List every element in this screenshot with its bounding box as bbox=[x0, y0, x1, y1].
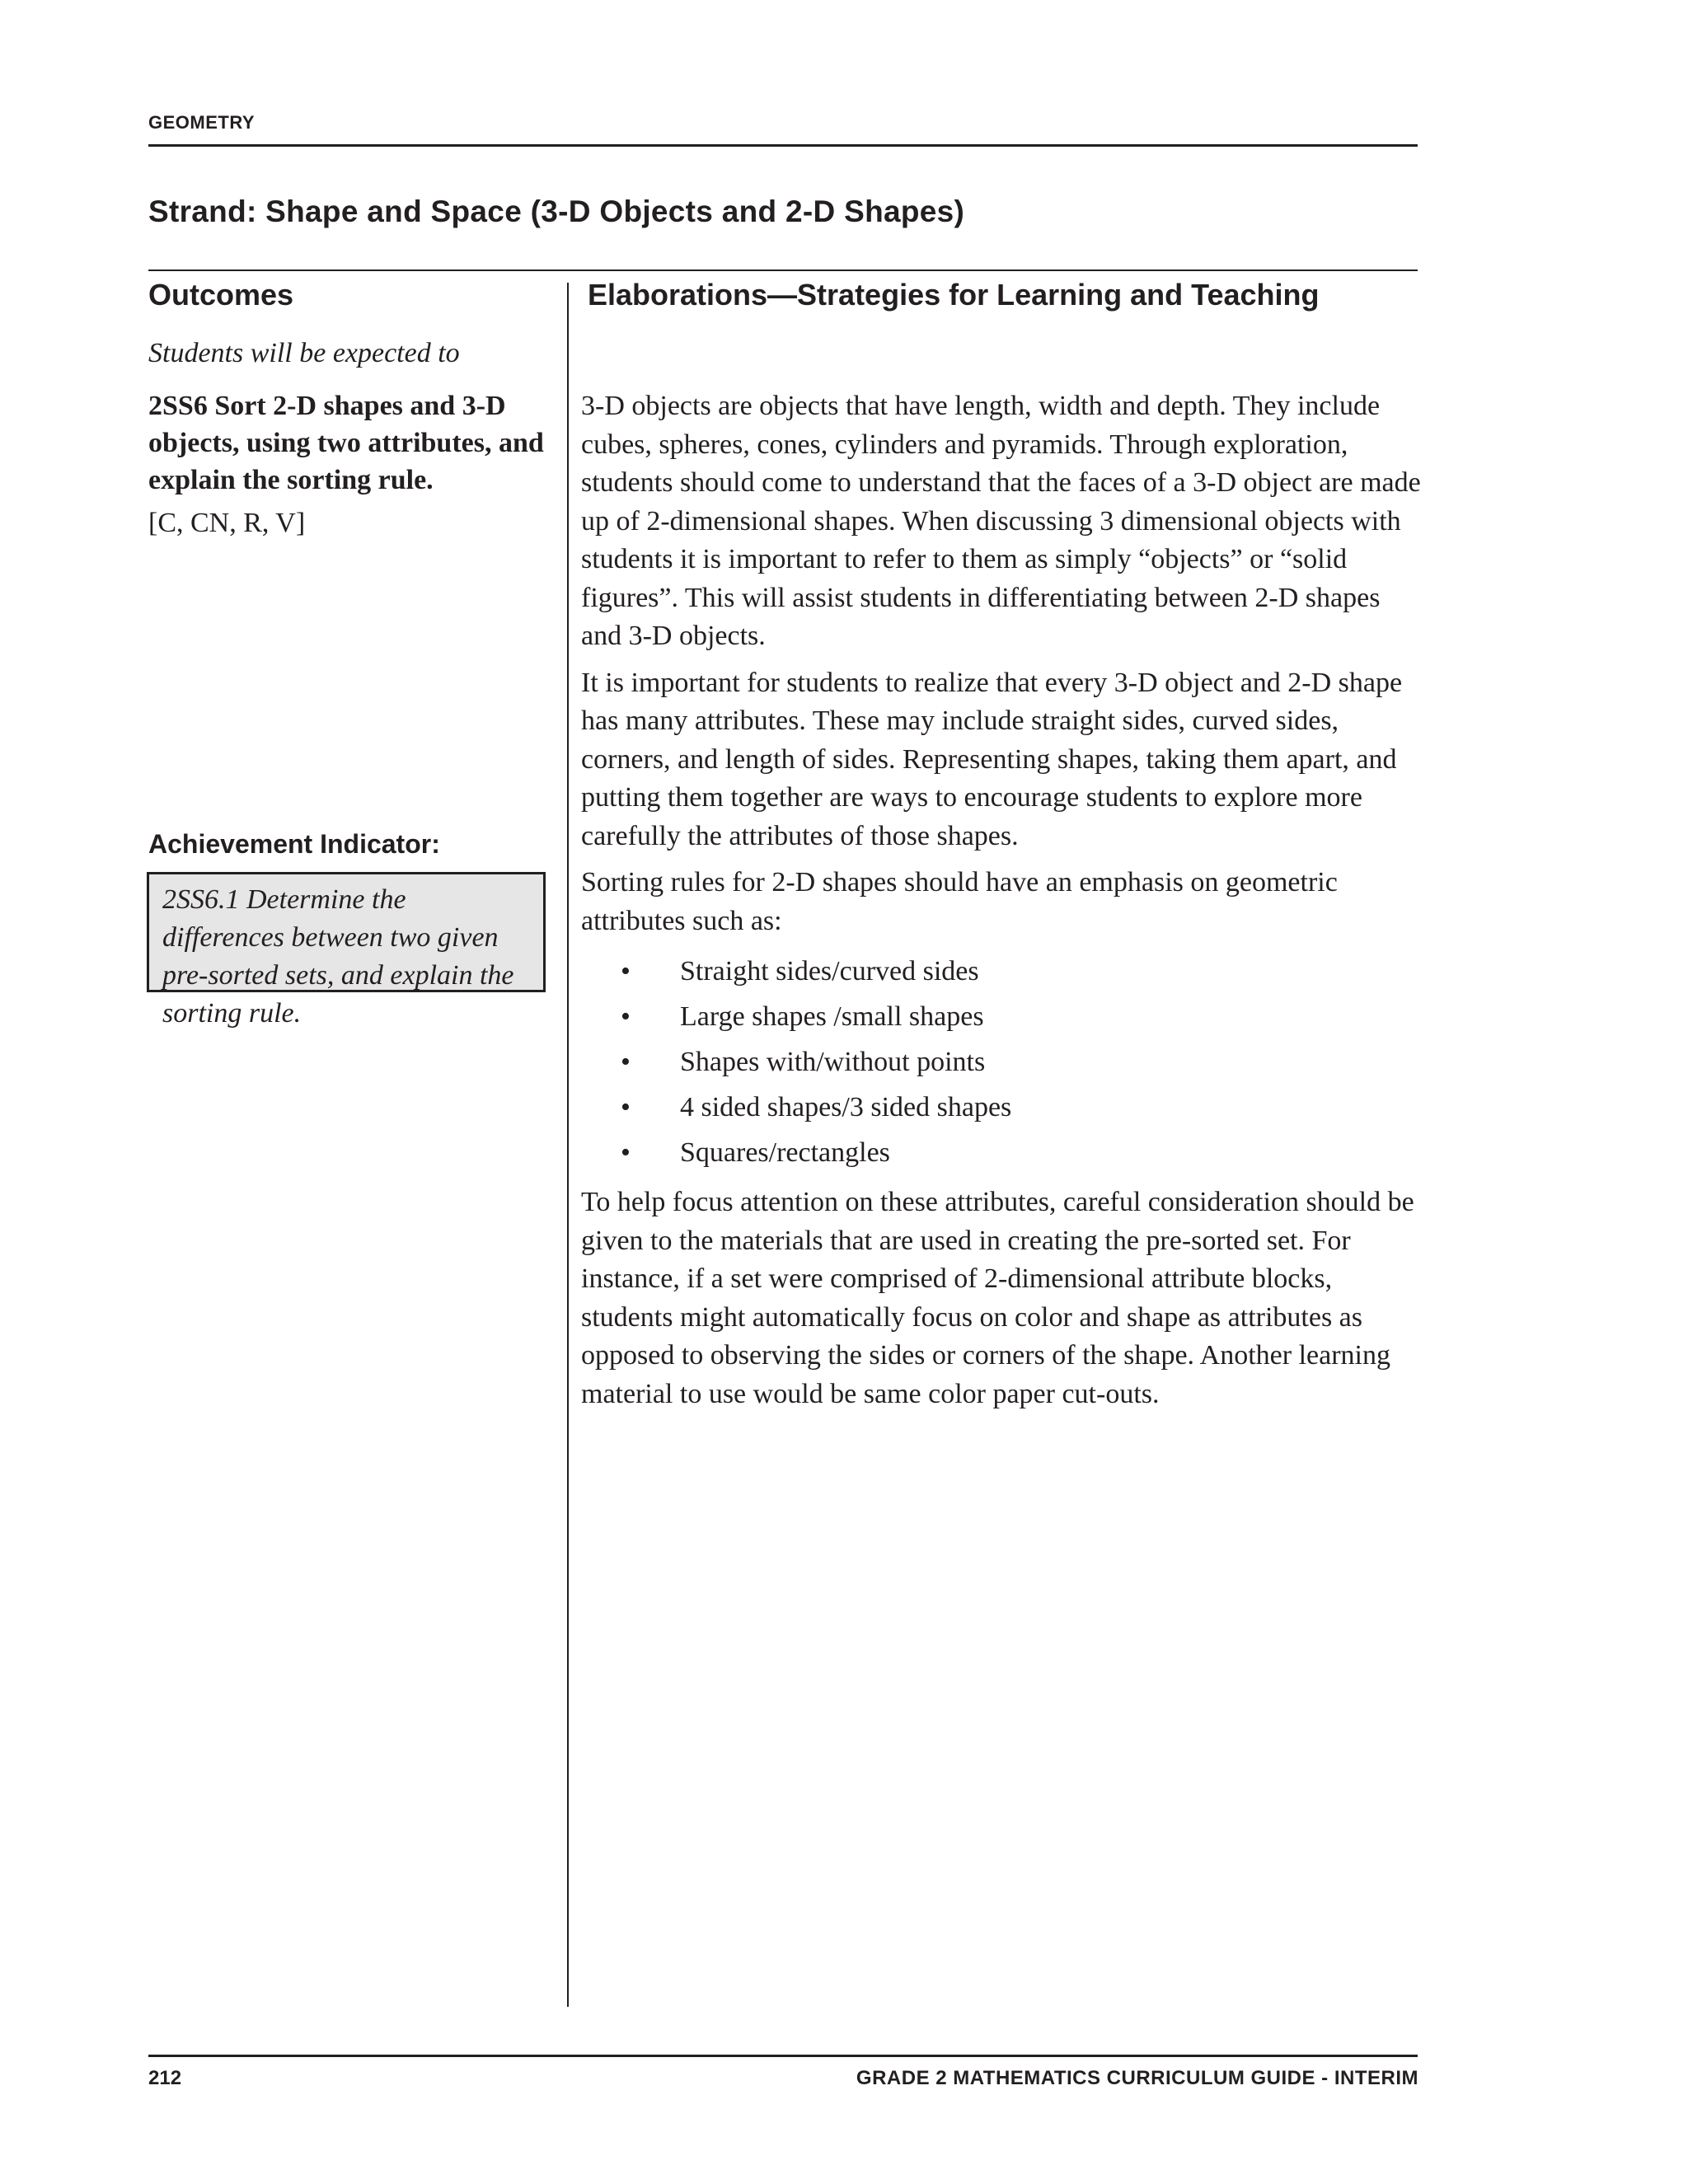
list-item: • Straight sides/curved sides bbox=[581, 949, 1426, 994]
elaborations-heading: Elaborations—Strategies for Learning and Teaching bbox=[588, 278, 1320, 312]
bullet-icon: • bbox=[621, 1001, 631, 1032]
section-label: GEOMETRY bbox=[148, 112, 256, 133]
bullet-icon: • bbox=[621, 1092, 631, 1122]
page-number: 212 bbox=[148, 2067, 182, 2089]
bullet-icon: • bbox=[621, 1137, 631, 1168]
bullet-icon: • bbox=[621, 956, 631, 987]
strand-rule bbox=[148, 269, 1418, 271]
bullet-icon: • bbox=[621, 1047, 631, 1077]
achievement-indicator-text: 2SS6.1 Determine the differences between two given pre-sorted sets, and explain the sorting rule. bbox=[162, 884, 514, 1029]
list-item: • Squares/rectangles bbox=[581, 1130, 1426, 1175]
outcome-statement: 2SS6 Sort 2-D shapes and 3-D objects, using two attributes, and explain the sorting rule. bbox=[148, 391, 544, 495]
expected-intro: Students will be expected to bbox=[148, 338, 460, 368]
elaboration-paragraph-1: 3-D objects are objects that have length, width and depth. They include cubes, spheres, cones, cylinders and pyramids. Through exploration, students should come to understand that the faces of a 3-D object are made up of 2-dimensional shapes. When discussing 3 dimensional objects with students it is important to refer to them as simply “objects” or “solid figures”. This will assist students in differentiating between 2-D shapes and 3-D objects. bbox=[581, 391, 1421, 651]
achievement-indicator-box bbox=[147, 872, 546, 1029]
attribute-list bbox=[581, 949, 1426, 1175]
header-rule bbox=[148, 144, 1418, 147]
strand-title: Strand: Shape and Space (3-D Objects and 2-D Shapes) bbox=[148, 194, 965, 228]
elaboration-paragraph-2: It is important for students to realize that every 3-D object and 2-D shape has many attributes. These may include straight sides, curved sides, corners, and length of sides. Representing shapes, taking them apart, and putting them together are ways to encourage students to explore more carefully the attributes of those shapes. bbox=[581, 667, 1403, 851]
list-item: • Shapes with/without points bbox=[581, 1039, 1426, 1085]
column-divider bbox=[567, 283, 569, 2007]
achievement-indicator-heading: Achievement Indicator: bbox=[148, 829, 440, 859]
footer-rule bbox=[148, 2055, 1418, 2057]
elaboration-paragraph-4: To help focus attention on these attributes, careful consideration should be given to the materials that are used in creating the pre-sorted set. For instance, if a set were comprised of 2-dimensional attribute blocks, students might automatically focus on color and shape as attributes as opposed to observing the sides or corners of the shape. Another learning material to use would be same color paper cut-outs. bbox=[581, 1187, 1414, 1409]
list-item: • 4 sided shapes/3 sided shapes bbox=[581, 1085, 1426, 1130]
list-item: • Large shapes /small shapes bbox=[581, 994, 1426, 1039]
outcome-codes: [C, CN, R, V] bbox=[148, 508, 306, 538]
footer-title: GRADE 2 MATHEMATICS CURRICULUM GUIDE - INTERIM bbox=[856, 2067, 1418, 2089]
outcomes-heading: Outcomes bbox=[148, 278, 294, 312]
elaborations-body bbox=[581, 387, 1426, 1422]
elaboration-paragraph-3: Sorting rules for 2-D shapes should have an emphasis on geometric attributes such as: bbox=[581, 867, 1338, 936]
